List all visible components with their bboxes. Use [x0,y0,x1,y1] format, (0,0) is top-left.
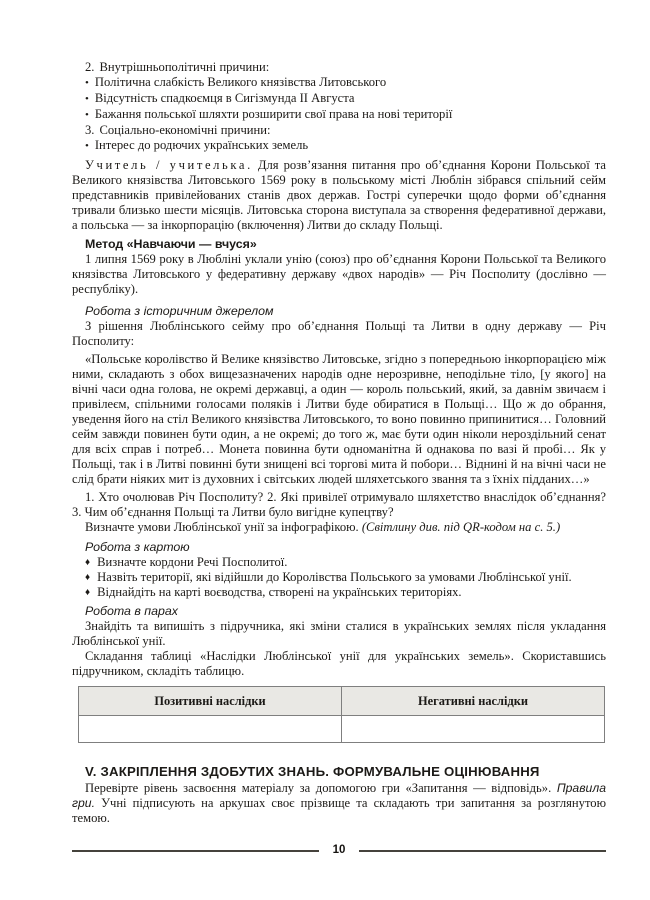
list-item-text: Визначте кордони Речі Посполитої. [97,555,288,569]
diamond-bullet-icon: ♦ [85,557,91,568]
game-rules-label: Правила гри. [72,781,606,810]
table-cell-positive [79,716,342,743]
list-item-text: Назвіть території, які відійшли до Королівства Польського за умовами Люблінської унії. [97,570,572,584]
list-item-text: Відсутність спадкоємця в Сигізмунда ІІ Августа [94,91,355,105]
teacher-text: Для розв’язання питання про об’єднання Корони Польської та Великого князівства Литовського 1569 року в польському місті Люблін зібрався спільний сейм представників привілейованих станів двох держав. Гострі суперечки щодо форми об’єднання тривали близько шести місяців. Литовська сторона виступала за створення федеративної держави, а польська — за інкорпорацію (включення) Литви до складу Польщі. [72,158,606,232]
method-paragraph: 1 липня 1569 року в Любліні уклали унію (союз) про об’єднання Корони Польської та Великого князівства Литовського у федеративну державу «двох народів» — Річ Посполиту (дослівно — республіку). [72,252,606,296]
list-number: 2. [85,60,95,74]
closing-text-2: Учні підписують на аркушах своє прізвище та складають три запитання за розглянутою темою. [72,796,606,825]
map-tasks-list [72,555,606,600]
source-quote-paragraph: «Польське королівство й Велике князівство Литовське, згідно з попередньою інкорпорацією між ними, складають з обох вищезазначених народів одне нерозривне, неподільне тіло, [у якого] на вічні часи одна голова, не окремі державці, а один — король польський, який, за давнім звичаєм і привілеєм, спільними голосами поляків і Литви буде обиратися в Польщі… Що ж до обрання, уведення його на стіл Великого князівства Литовського, то воно повинно припинитися… Головний сейм завжди повинен бути один, а не окремі; до того ж, має бути один ніколи нероздільний сенат для всіх справ і потреб… Монета повинна бути одноманітна й однакова по вазі й пробі… Як у Польщі, так і в Литві повинні бути знищені всі торгові мита й побори… Віднині й на вічні часи не слід брати ніяких мит із духовних і світських людей шляхетського звання та з їхніх підданих…» [72,352,606,486]
teacher-lead: Учитель / учителька. [85,158,253,172]
teacher-paragraph [72,158,606,233]
list-item-social-causes [72,123,606,138]
lesson-page [72,60,606,826]
infographic-note: (Світлину див. під QR-кодом на с. 5.) [361,520,561,534]
table-intro-paragraph: Складання таблиці «Наслідки Люблінської унії для українських земель». Скориставшись підручником, складіть таблицю. [72,649,606,678]
table-header-positive: Позитивні наслідки [79,687,342,716]
diamond-bullet-icon: ♦ [85,587,91,598]
table-header-negative: Негативні наслідки [342,687,605,716]
table-header-row [79,687,605,716]
list-item [72,570,606,585]
source-intro-paragraph: З рішення Люблінського сейму про об’єднання Польщі та Литви в одну державу — Річ Посполиту: [72,319,606,348]
diamond-bullet-icon: ♦ [85,572,91,583]
pairs-paragraph: Знайдіть та випишіть з підручника, які зміни сталися в українських землях після укладання Люблінської унії. [72,619,606,648]
closing-paragraph [72,781,606,826]
infographic-task-text: Визначте умови Люблінської унії за інфографікою. [85,520,362,534]
list-item [72,585,606,600]
list-item-text: Внутрішньополітичні причини: [99,60,270,74]
list-number: 3. [85,123,95,137]
bullet-icon: • [85,77,89,89]
list-item [72,91,606,107]
pairs-work-heading: Робота в парах [85,604,178,618]
method-heading: Метод «Навчаючи — вчуся» [85,237,257,251]
list-item-text: Інтерес до родючих українських земель [94,138,309,152]
page-number: 10 [332,844,346,856]
list-item [72,107,606,123]
map-work-heading: Робота з картою [85,540,190,554]
page-footer [72,845,606,857]
bullet-icon: • [85,93,89,105]
list-item-text: Соціально-економічні причини: [99,123,271,137]
closing-text-1: Перевірте рівень засвоєння матеріалу за допомогою гри «Запитання — відповідь». [85,781,557,795]
list-item [72,555,606,570]
consequences-table [78,686,605,743]
list-item-text: Політична слабкість Великого князівства Литовського [94,75,387,89]
list-item-internal-causes [72,60,606,75]
list-item-text: Віднайдіть на карті воєводства, створені на українських територіях. [97,585,462,599]
bullet-icon: • [85,109,89,121]
questions-paragraph: 1. Хто очолював Річ Посполиту? 2. Які привілеї отримувало шляхетство внаслідок об’єднання? 3. Чим об’єднання Польщі та Литви було вигідне купецтву? [72,490,606,519]
source-work-heading: Робота з історичним джерелом [85,304,274,318]
section-heading: V. ЗАКРІПЛЕННЯ ЗДОБУТИХ ЗНАНЬ. ФОРМУВАЛЬНЕ ОЦІНЮВАННЯ [85,764,540,779]
list-item [72,75,606,91]
list-item [72,138,606,154]
list-item-text: Бажання польської шляхти розширити свої права на нові території [94,107,453,121]
table-cell-negative [342,716,605,743]
table-row [79,716,605,743]
footer-rule-right [359,850,606,852]
infographic-task-paragraph [72,520,606,535]
footer-rule-left [72,850,319,852]
bullet-icon: • [85,140,89,152]
causes-list [72,60,606,154]
